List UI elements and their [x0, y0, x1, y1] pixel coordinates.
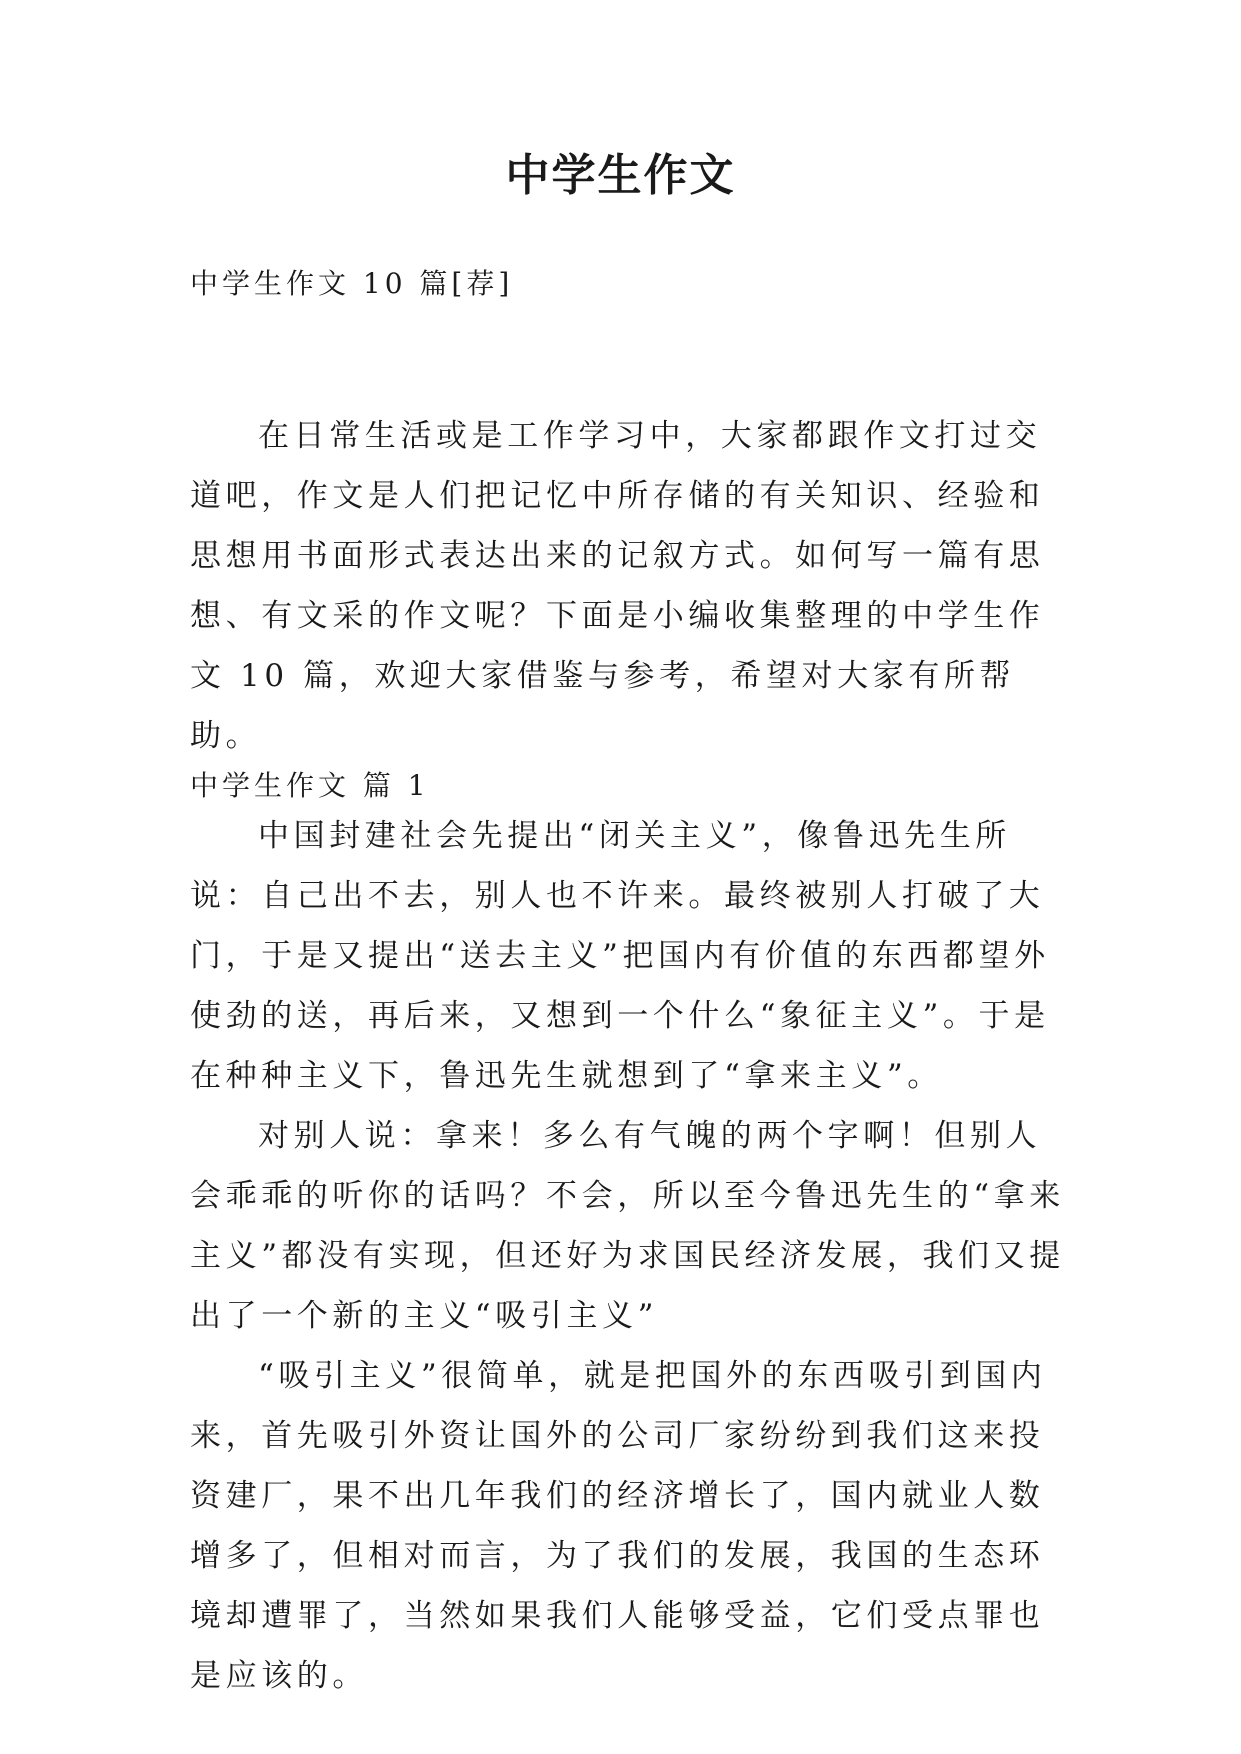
intro-paragraph: 在日常生活或是工作学习中，大家都跟作文打过交道吧，作文是人们把记忆中所存储的有关知识、经验和思想用书面形式表达出来的记叙方式。如何写一篇有思想、有文采的作文呢？下面是小编收集整理的中学生作文 10 篇，欢迎大家借鉴与参考，希望对大家有所帮助。 [190, 418, 1045, 754]
document-title: 中学生作文 [505, 150, 736, 201]
body-paragraph-2: 对别人说：拿来！多么有气魄的两个字啊！但别人会乖乖的听你的话吗？不会，所以至今鲁迅先生的“拿来主义”都没有实现，但还好为求国民经济发展，我们又提出了一个新的主义“吸引主义” [190, 1118, 1065, 1334]
document-subtitle: 中学生作文 10 篇[荐] [190, 267, 514, 300]
document-body [190, 406, 1068, 1706]
body-paragraph-3: “吸引主义”很简单，就是把国外的东西吸引到国内来，首先吸引外资让国外的公司厂家纷纷到我们这来投资建厂，果不出几年我们的经济增长了，国内就业人数增多了，但相对而言，为了我们的发展，我国的生态环境却遭罪了，当然如果我们人能够受益，它们受点罪也是应该的。 [190, 1358, 1047, 1694]
section-heading: 中学生作文 篇 1 [190, 769, 430, 802]
body-paragraph-1: 中国封建社会先提出“闭关主义”，像鲁迅先生所说：自己出不去，别人也不许来。最终被别人打破了大门，于是又提出“送去主义”把国内有价值的东西都望外使劲的送，再后来，又想到一个什么“象征主义”。于是在种种主义下，鲁迅先生就想到了“拿来主义”。 [190, 818, 1050, 1094]
